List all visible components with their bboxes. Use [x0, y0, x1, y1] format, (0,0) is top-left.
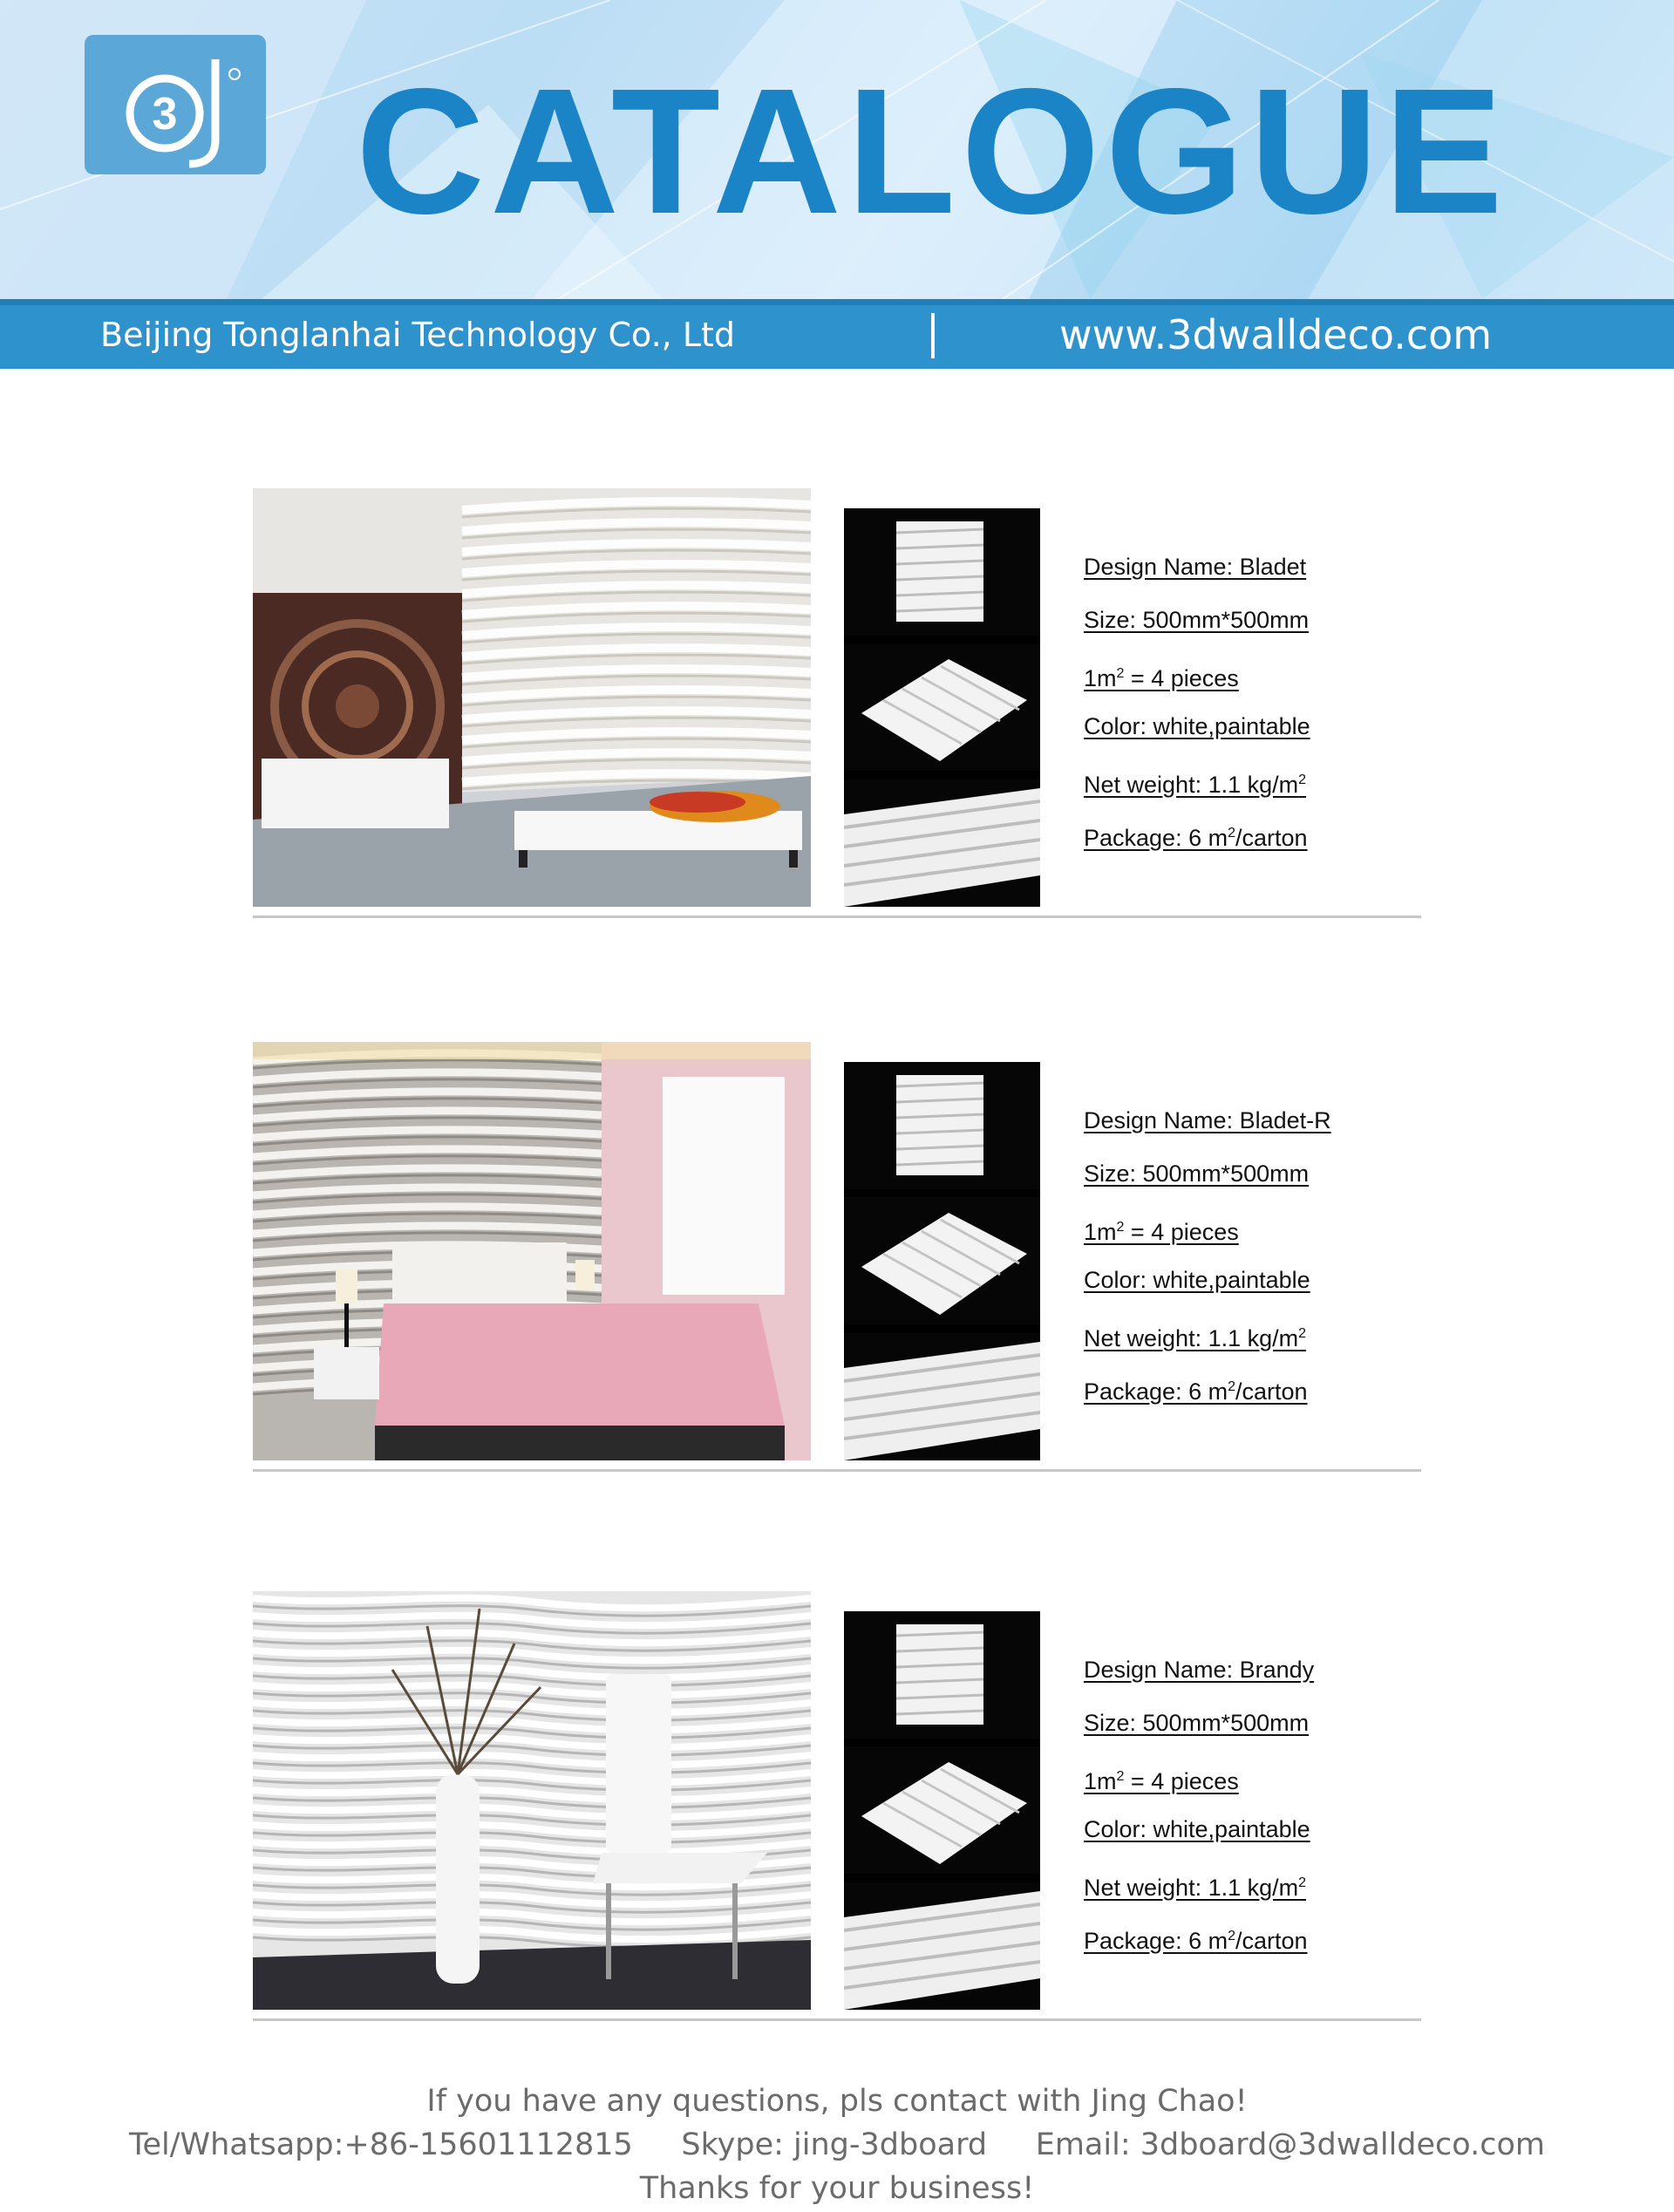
room-illustration — [253, 488, 811, 907]
spec-pieces-per-sqm: $1m^2 = 4$ pieces — [1084, 1768, 1239, 1794]
product-specs — [1084, 541, 1432, 860]
room-photo — [253, 488, 811, 907]
panel-sample — [844, 1611, 1040, 1739]
spec-size: Size: 500mm*500mm — [1084, 1160, 1310, 1187]
panel-side-view — [844, 1882, 1040, 2010]
spec-net-weight: Net weight: 1.1 $kg/m^2$ — [1084, 1325, 1307, 1351]
svg-text:3: 3 — [152, 89, 178, 140]
spec-net-weight: Net weight: 1.1 $kg/m^2$ — [1084, 772, 1307, 798]
section-divider — [253, 2018, 1421, 2021]
spec-package: Package: 6 $m^2$/carton — [1084, 1378, 1308, 1405]
panel-angle-view — [844, 1746, 1040, 1874]
company-name: Beijing Tonglanhai Technology Co., Ltd — [100, 316, 736, 354]
bar-divider — [931, 313, 935, 358]
spec-net-weight: Net weight: 1.1 $kg/m^2$ — [1084, 1875, 1307, 1901]
3d-logo-icon — [85, 35, 266, 174]
spec-design-name: Design Name: Bladet — [1084, 554, 1307, 580]
panel-sample — [844, 1746, 1040, 1874]
website-link[interactable]: www.3dwalldeco.com — [1059, 311, 1493, 358]
panel-side-view — [844, 1333, 1040, 1460]
panel-front-view — [844, 1062, 1040, 1189]
panel-sample — [844, 779, 1040, 907]
panel-side-view — [844, 779, 1040, 907]
panel-thumbnails — [844, 508, 1040, 907]
footer-contact: Tel/Whatsapp:+86-15601112815 Skype: jing-3dboard Email: 3dboard@3dwalldeco.com — [129, 2127, 1545, 2162]
footer-thanks: Thanks for your business! — [639, 2171, 1035, 2206]
room-photo — [253, 1042, 811, 1460]
company-bar — [0, 299, 1674, 369]
company-logo — [85, 35, 266, 174]
spec-design-name: Design Name: Bladet-R — [1084, 1107, 1331, 1133]
panel-front-view — [844, 508, 1040, 636]
panel-angle-view — [844, 1197, 1040, 1324]
product-section — [0, 488, 1674, 924]
panel-thumbnails — [844, 1062, 1040, 1460]
spec-size: Size: 500mm*500mm — [1084, 607, 1310, 633]
panel-sample — [844, 1062, 1040, 1189]
panel-sample — [844, 1333, 1040, 1460]
panel-front-view — [844, 1611, 1040, 1739]
footer-question: If you have any questions, pls contact with Jing Chao! — [426, 2084, 1248, 2119]
product-section — [0, 1042, 1674, 1478]
spec-pieces-per-sqm: $1m^2 = 4$ pieces — [1084, 665, 1239, 691]
product-specs — [1084, 1094, 1432, 1413]
product-specs — [1084, 1644, 1432, 1963]
section-divider — [253, 1469, 1421, 1472]
panel-sample — [844, 643, 1040, 771]
spec-pieces-per-sqm: $1m^2 = 4$ pieces — [1084, 1219, 1239, 1245]
header-banner — [0, 0, 1674, 299]
section-divider — [253, 915, 1421, 918]
room-illustration — [253, 1591, 811, 2010]
panel-sample — [844, 1882, 1040, 2010]
spec-design-name: Design Name: Brandy — [1084, 1657, 1315, 1683]
spec-color: Color: white,paintable — [1084, 1267, 1310, 1293]
product-section — [0, 1591, 1674, 2027]
page-title: CATALOGUE — [356, 51, 1508, 251]
room-illustration — [253, 1042, 811, 1460]
contact-footer — [0, 2079, 1674, 2210]
spec-size: Size: 500mm*500mm — [1084, 1710, 1310, 1736]
panel-thumbnails — [844, 1611, 1040, 2010]
spec-color: Color: white,paintable — [1084, 1816, 1310, 1842]
spec-package: Package: 6 $m^2$/carton — [1084, 1928, 1308, 1954]
panel-sample — [844, 508, 1040, 636]
panel-sample — [844, 1197, 1040, 1324]
spec-package: Package: 6 $m^2$/carton — [1084, 825, 1308, 851]
panel-angle-view — [844, 643, 1040, 771]
room-photo — [253, 1591, 811, 2010]
spec-color: Color: white,paintable — [1084, 713, 1310, 739]
